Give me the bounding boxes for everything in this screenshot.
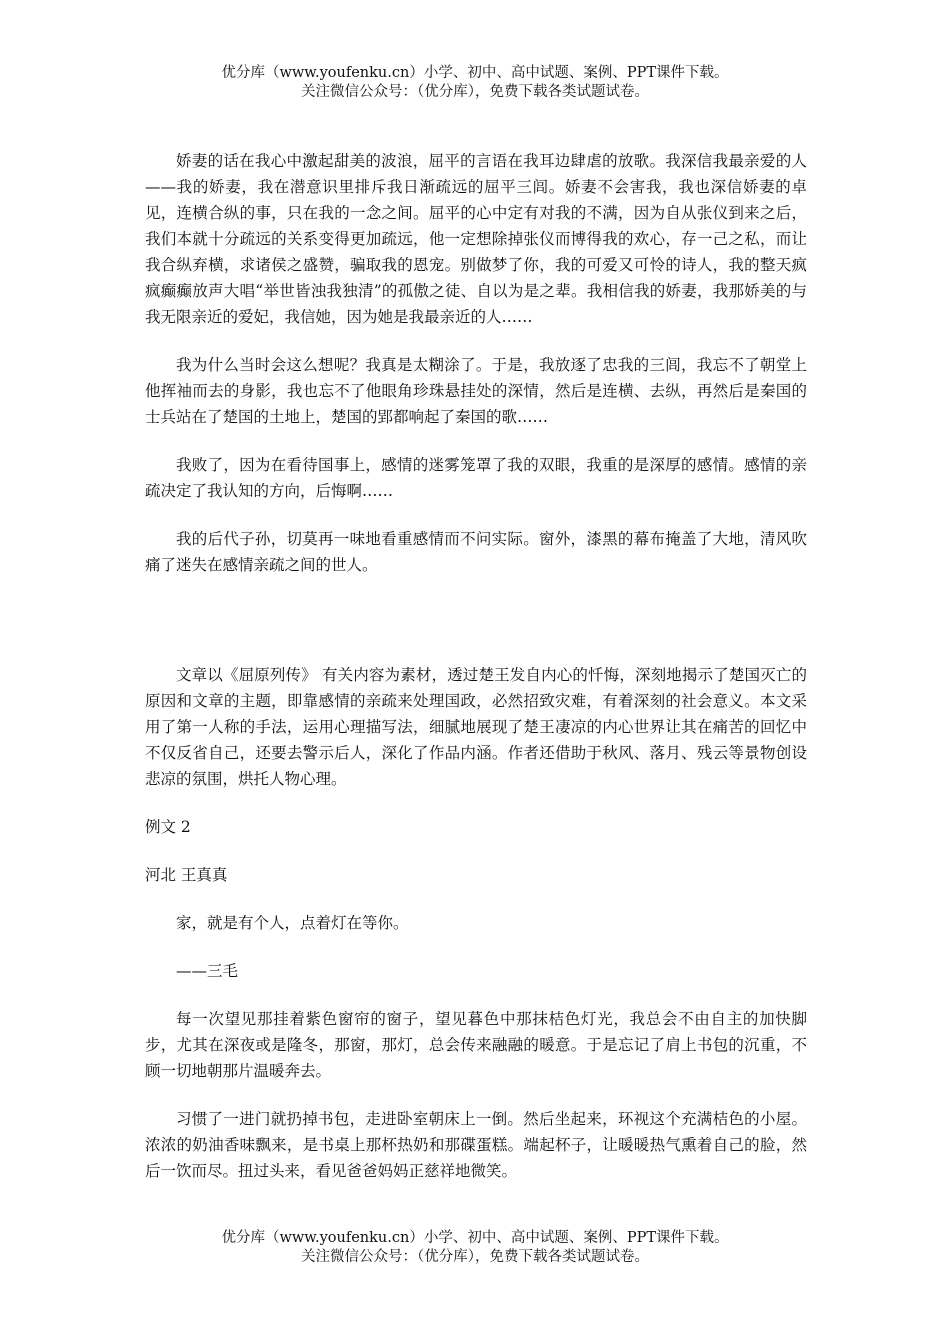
footer-line-1: 优分库（www.youfenku.cn）小学、初中、高中试题、案例、PPT课件下载。 [221, 1230, 729, 1246]
header-line-1: 优分库（www.youfenku.cn）小学、初中、高中试题、案例、PPT课件下载。 [221, 65, 729, 81]
paragraph-7: 习惯了一进门就扔掉书包，走进卧室朝床上一倒。然后坐起来，环视这个充满桔色的小屋。浓浓的奶油香味飘来，是书桌上那杯热奶和那碟蛋糕。端起杯子，让暖暖热气熏着自己的脸，然后一饮而尽。扭过头来，看见爸爸妈妈正慈祥地微笑。 [145, 1110, 807, 1180]
paragraph-3: 我败了，因为在看待国事上，感情的迷雾笼罩了我的双眼，我重的是深厚的感情。感情的亲疏决定了我认知的方向，后悔啊…… [145, 456, 807, 500]
section-spacer [145, 600, 807, 662]
author-line: 河北 王真真 [145, 866, 228, 884]
page-header [0, 64, 950, 102]
epigraph-quote: 家，就是有个人，点着灯在等你。 [176, 914, 409, 932]
paragraph-2: 我为什么当时会这么想呢？我真是太糊涂了。于是，我放逐了忠我的三闾，我忘不了朝堂上他挥袖而去的身影，我也忘不了他眼角珍珠悬挂处的深情，然后是连横、去纵，再然后是秦国的士兵站在了楚国的土地上，楚国的郢都响起了秦国的歌…… [145, 356, 807, 426]
commentary-paragraph: 文章以《屈原列传》 有关内容为素材，透过楚王发自内心的忏悔，深刻地揭示了楚国灭亡的原因和文章的主题，即靠感情的亲疏来处理国政，必然招致灾难，有着深刻的社会意义。本文采用了第一人称的手法，运用心理描写法，细腻地展现了楚王凄凉的内心世界让其在痛苦的回忆中不仅反省自己，还要去警示后人，深化了作品内涵。作者还借助于秋风、落月、残云等景物创设悲凉的氛围，烘托人物心理。 [145, 666, 807, 788]
footer-line-2: 关注微信公众号：（优分库），免费下载各类试题试卷。 [301, 1249, 649, 1265]
header-line-2: 关注微信公众号：（优分库），免费下载各类试题试卷。 [301, 84, 649, 100]
paragraph-1: 娇妻的话在我心中激起甜美的波浪，屈平的言语在我耳边肆虐的放歌。我深信我最亲爱的人——我的娇妻，我在潜意识里排斥我日渐疏远的屈平三闾。娇妻不会害我，我也深信娇妻的卓见，连横合纵的事，只在我的一念之间。屈平的心中定有对我的不满，因为自从张仪到来之后，我们本就十分疏远的关系变得更加疏远，他一定想除掉张仪而博得我的欢心，存一己之私，而让我合纵弃横，求诸侯之盛赞，骗取我的恩宠。别做梦了你，我的可爱又可怜的诗人，我的整天疯疯癫癫放声大唱“举世皆浊我独清”的孤傲之徒、自以为是之辈。我相信我的娇妻，我那娇美的与我无限亲近的爱妃，我信她，因为她是我最亲近的人…… [145, 152, 807, 326]
page-footer [0, 1229, 950, 1267]
document-body [145, 148, 807, 1206]
epigraph-source: ——三毛 [176, 962, 239, 980]
paragraph-4: 我的后代子孙，切莫再一味地看重感情而不问实际。窗外，漆黑的幕布掩盖了大地，清风吹痛了迷失在感情亲疏之间的世人。 [145, 530, 807, 574]
paragraph-6: 每一次望见那挂着紫色窗帘的窗子，望见暮色中那抹桔色灯光，我总会不由自主的加快脚步，尤其在深夜或是隆冬，那窗，那灯，总会传来融融的暖意。于是忘记了肩上书包的沉重，不顾一切地朝那片温暖奔去。 [145, 1010, 807, 1080]
example-title: 例文 2 [145, 818, 191, 836]
